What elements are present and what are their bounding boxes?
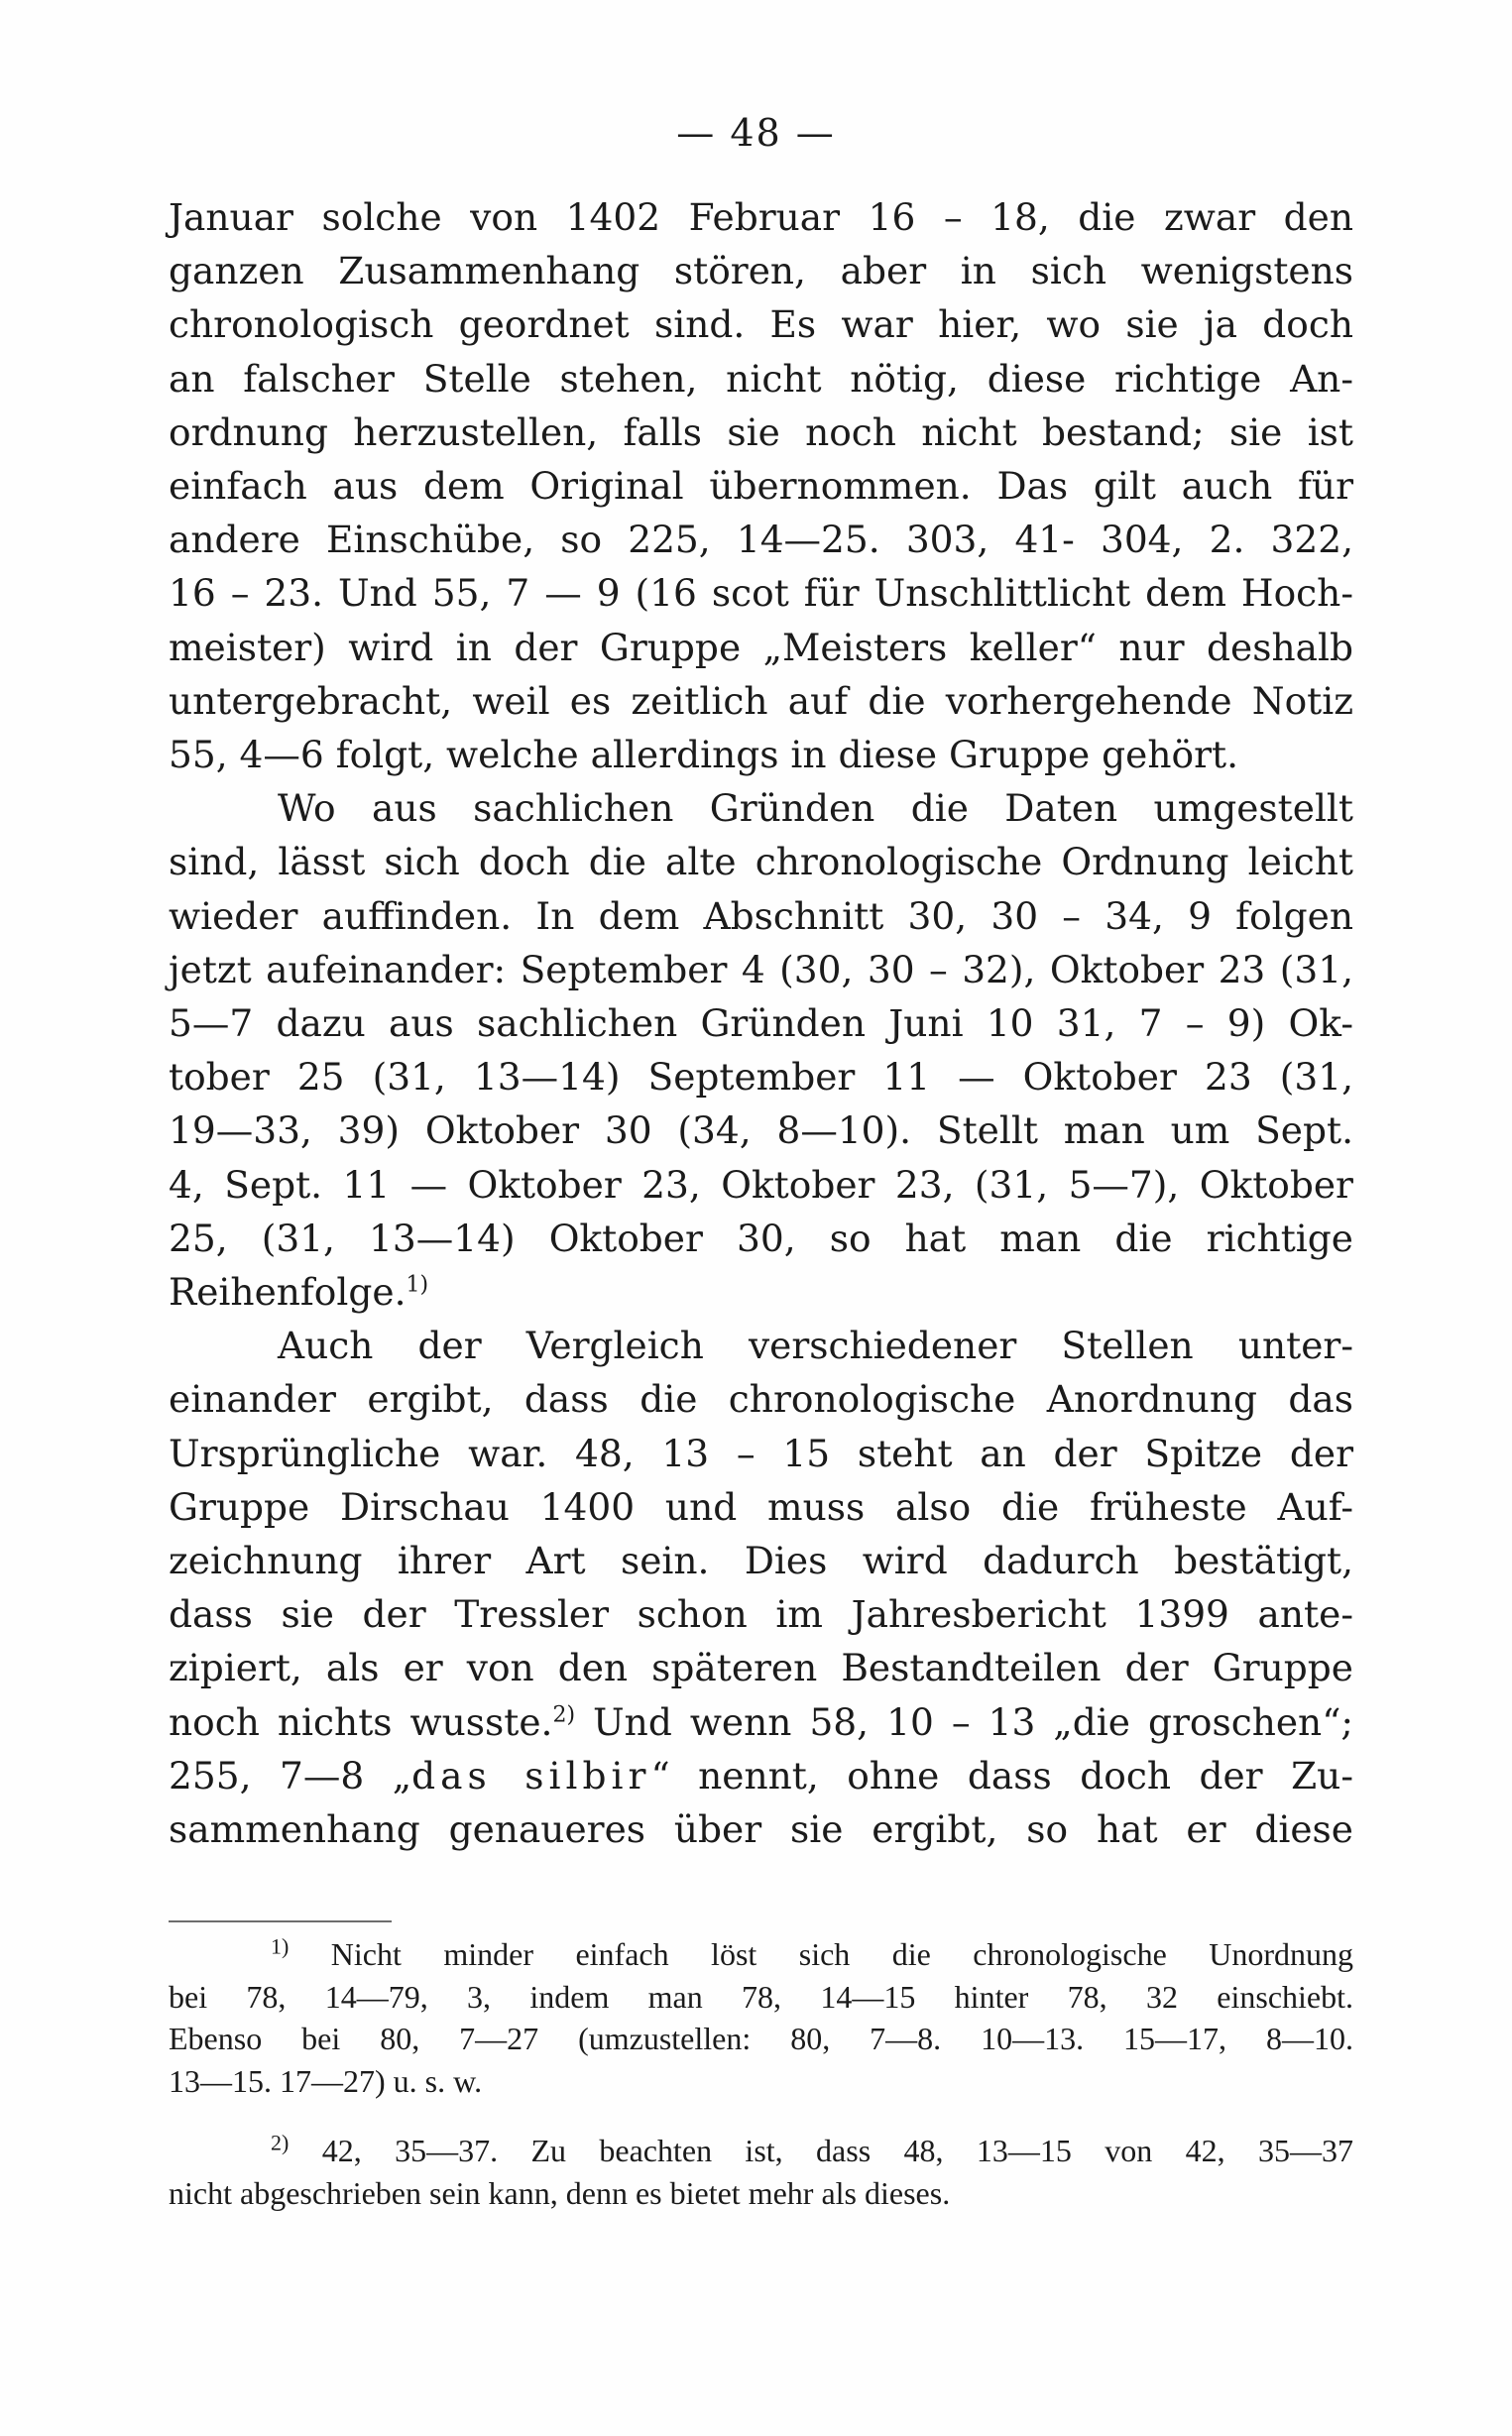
text-line: an falscher Stelle stehen, nicht nötig, diese richtige An- [169,356,1353,401]
footnotes [169,1933,1353,2214]
footnote-ref-1[interactable]: 1) [406,1272,429,1298]
text-line: ordnung herzustellen, falls sie noch nicht bestand; sie ist [169,409,1353,454]
text-line: dass sie der Tressler schon im Jahresbericht 1399 ante- [169,1592,1353,1637]
text-line: 19—33, 39) Oktober 30 (34, 8—10). Stellt man um Sept. [169,1108,1353,1153]
footnote-2-line: nicht abgeschrieben sein kann, denn es bietet mehr als dieses. [169,2174,951,2211]
footnote-1-line: bei 78, 14—79, 3, indem man 78, 14—15 hinter 78, 32 einschiebt. [169,1978,1353,2015]
text-segment: noch nichts wusste. [169,1699,553,1744]
text-segment: “ nennt, ohne dass doch der Zu- [650,1753,1353,1798]
footnote-2-line [169,2130,1353,2172]
footnote-ref-2[interactable]: 2) [552,1702,576,1728]
footnote-text: 42, 35—37. Zu beachten ist, dass 48, 13—15 von 42, 35—37 [321,2133,1354,2168]
text-segment: 255, 7—8 „ [169,1753,412,1798]
text-line: meister) wird in der Gruppe „Meisters keller“ nur deshalb [169,625,1353,669]
footnote-text: Nicht minder einfach löst sich die chronologische Unordnung [330,1936,1354,1972]
footnote-1-line [169,1933,1353,1976]
text-line [169,1749,1353,1802]
footnote-1-line: 13—15. 17—27) u. s. w. [169,2062,483,2099]
text-line: jetzt aufeinander: September 4 (30, 30 – 32), Oktober 23 (31, [169,947,1353,991]
text-line: Ursprüngliche war. 48, 13 – 15 steht an der Spitze der [169,1431,1353,1475]
text-segment: Und wenn 58, 10 – 13 „die groschen“; [575,1699,1353,1744]
text-line: chronologisch geordnet sind. Es war hier, wo sie ja doch [169,302,1353,347]
main-text [169,190,1353,1856]
footnote-gap [169,2102,1353,2130]
text-line: wieder auffinden. In dem Abschnitt 30, 30 – 34, 9 folgen [169,893,1353,938]
text-line: 16 – 23. Und 55, 7 — 9 (16 scot für Unschlittlicht dem Hoch- [169,571,1353,616]
text-line: einfach aus dem Original übernommen. Das gilt auch für [169,464,1353,509]
footnote-2-marker: 2) [271,2130,290,2155]
emphasis-text: das silbir [411,1753,651,1798]
text-line: zipiert, als er von den späteren Bestandteilen der Gruppe [169,1646,1353,1690]
text-line [169,1265,1353,1319]
text-line: 25, (31, 13—14) Oktober 30, so hat man die richtige [169,1216,1353,1260]
text-line: Auch der Vergleich verschiedener Stellen unter- [278,1324,1353,1368]
page-number: — 48 — [676,111,836,155]
text-line: Wo aus sachlichen Gründen die Daten umgestellt [278,786,1353,831]
text-line: tober 25 (31, 13—14) September 11 — Oktober 23 (31, [169,1055,1353,1100]
text-line: andere Einschübe, so 225, 14—25. 303, 41- 304, 2. 322, [169,518,1353,562]
text-line: zeichnung ihrer Art sein. Dies wird dadurch bestätigt, [169,1539,1353,1583]
text-line: ganzen Zusammenhang stören, aber in sich wenigstens [169,249,1353,293]
text-line: 55, 4—6 folgt, welche allerdings in diese Gruppe gehört. [169,733,1239,777]
text-line: 5—7 dazu aus sachlichen Gründen Juni 10 31, 7 – 9) Ok- [169,1001,1353,1046]
text-line: einander ergibt, dass die chronologische Anordnung das [169,1377,1353,1422]
text-line: Gruppe Dirschau 1400 und muss also die früheste Auf- [169,1484,1353,1529]
text-line: 4, Sept. 11 — Oktober 23, Oktober 23, (31, 5—7), Oktober [169,1162,1353,1207]
text-segment: Reihenfolge. [169,1270,407,1315]
text-line: sind, lässt sich doch die alte chronologische Ordnung leicht [169,840,1353,884]
text-line: sammenhang genaueres über sie ergibt, so hat er diese [169,1807,1353,1852]
footnote-1-marker: 1) [271,1933,290,1959]
text-line: Januar solche von 1402 Februar 16 – 18, die zwar den [169,195,1353,239]
text-line [169,1695,1353,1749]
text-line: untergebracht, weil es zeitlich auf die vorhergehende Notiz [169,678,1353,723]
footnote-1-line: Ebenso bei 80, 7—27 (umzustellen: 80, 7—8. 10—13. 15—17, 8—10. [169,2021,1353,2056]
footnote-divider [169,1920,392,1922]
